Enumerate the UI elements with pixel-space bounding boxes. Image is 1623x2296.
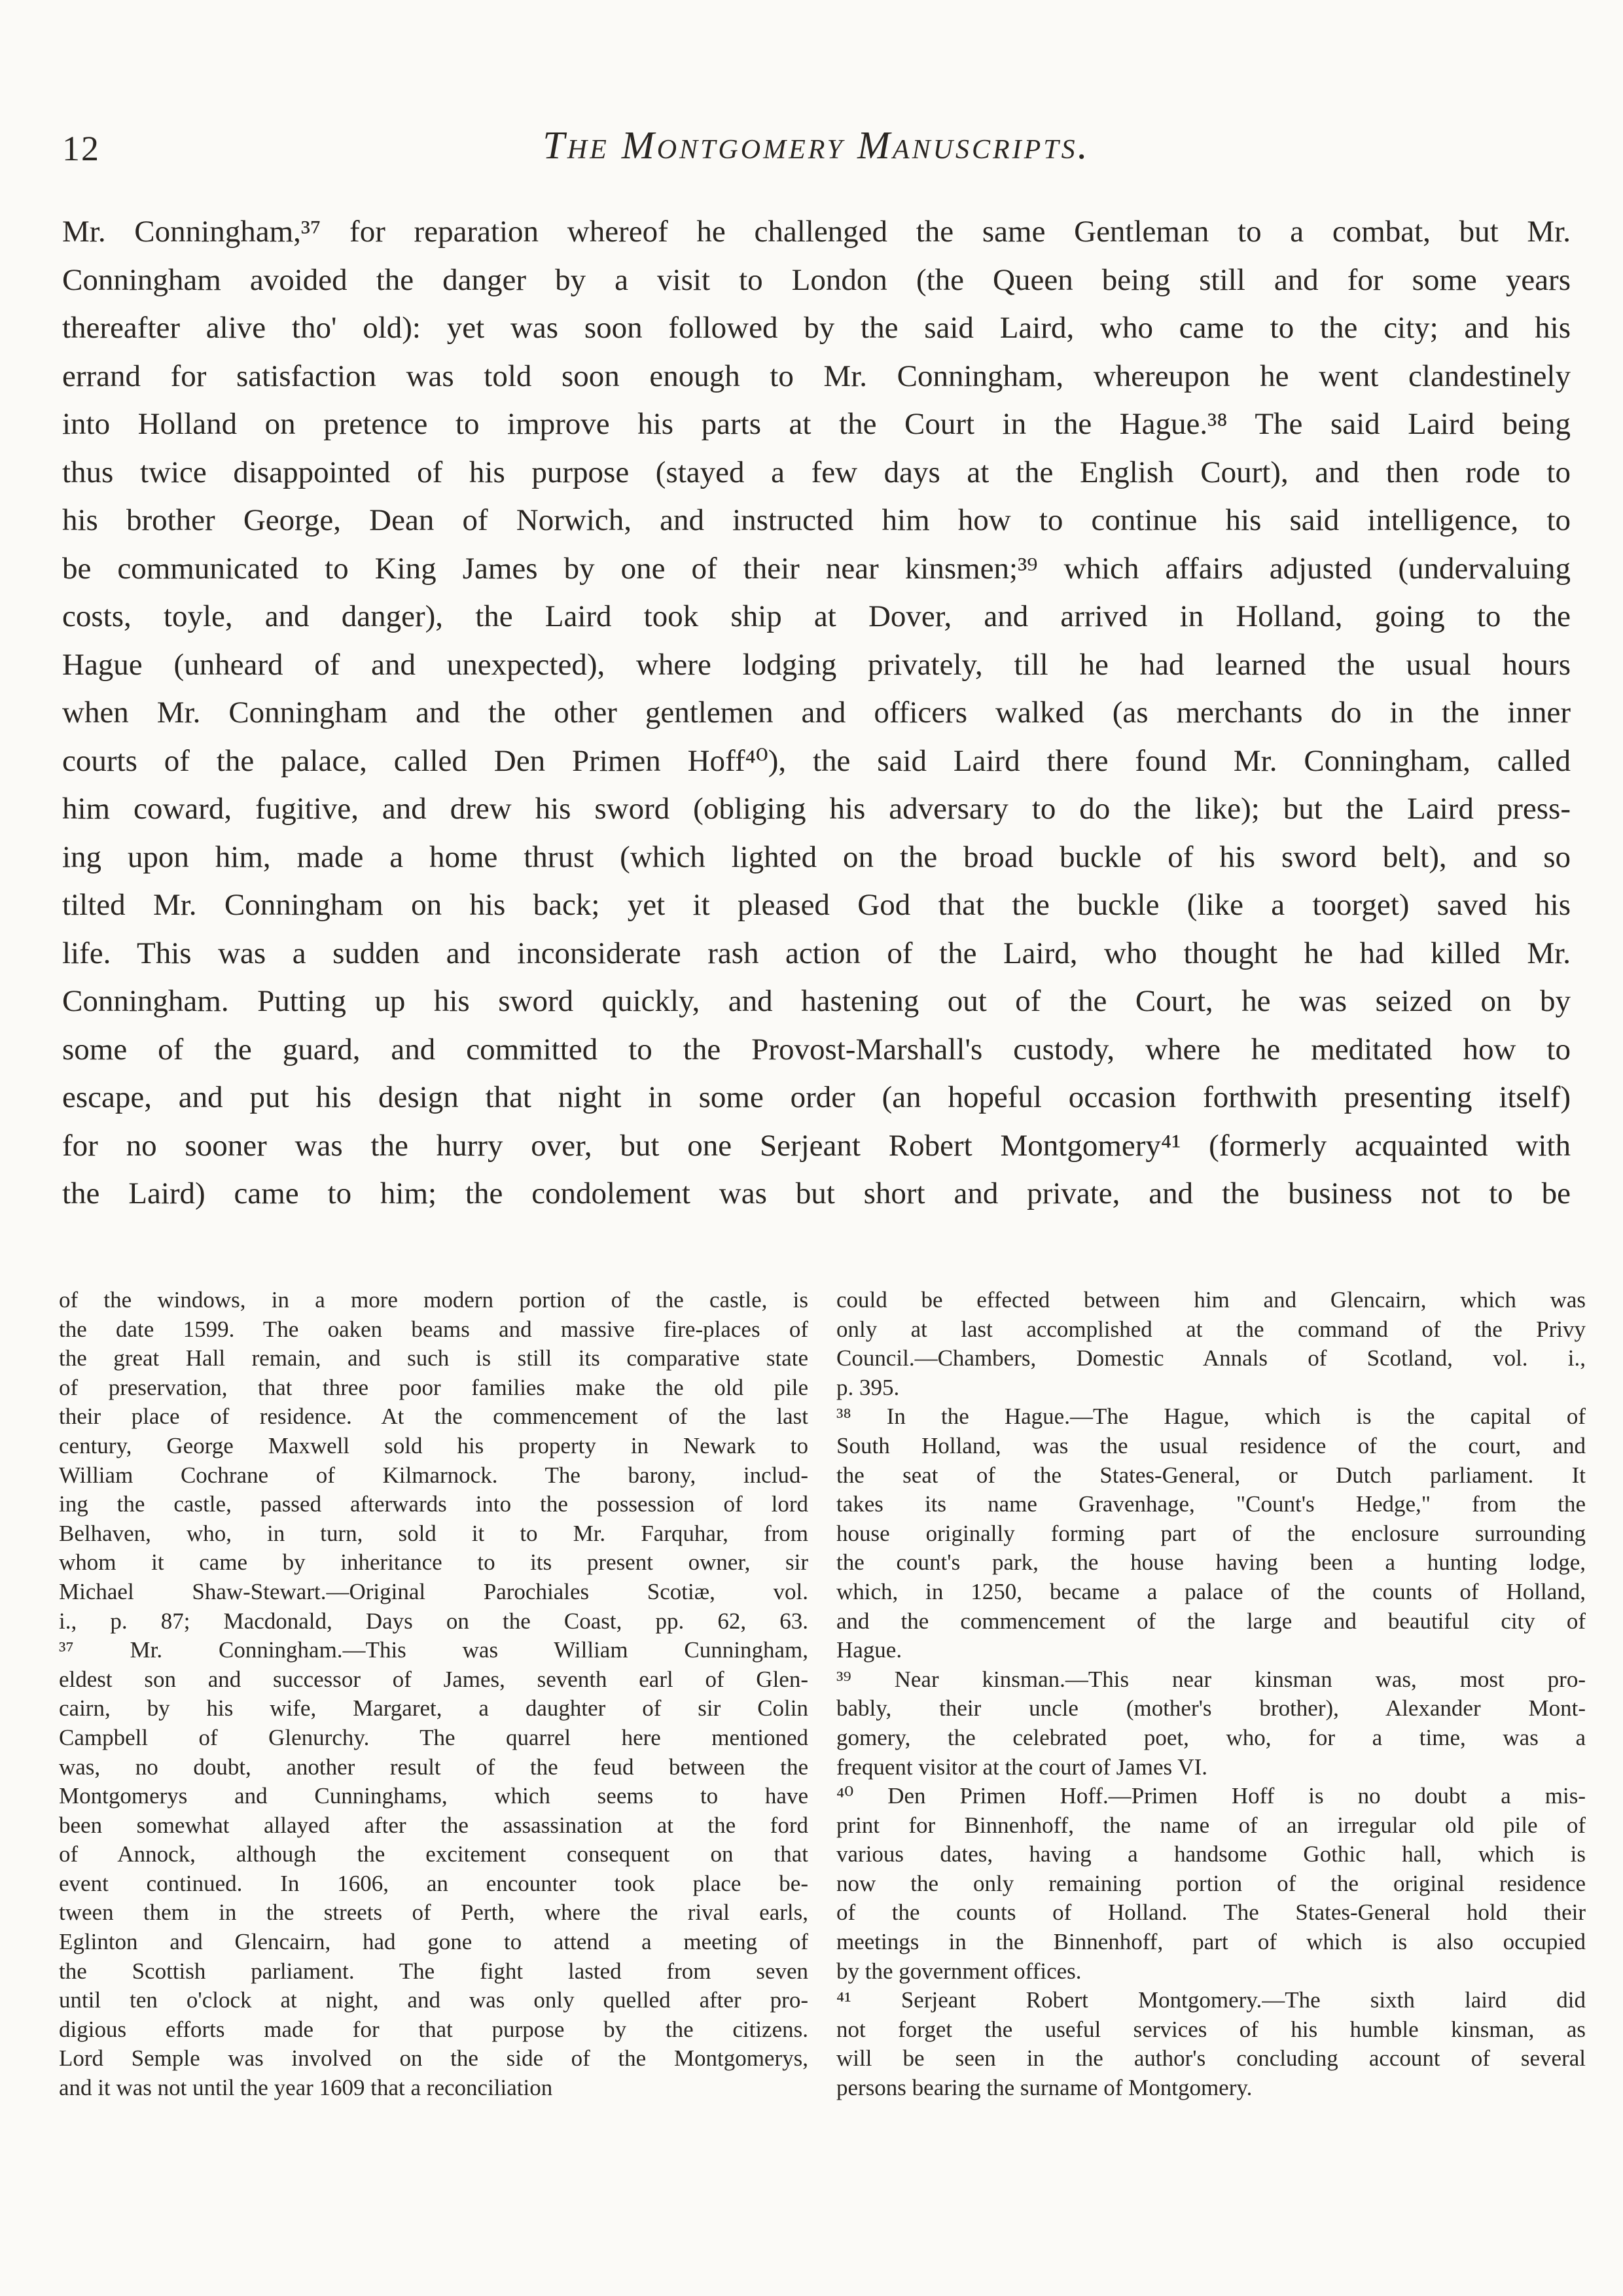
running-title: The Montgomery Manuscripts. xyxy=(543,124,1090,167)
page-number: 12 xyxy=(62,129,100,168)
main-text xyxy=(62,208,1571,1218)
footnote-line: William Cochrane of Kilmarnock. The barony, includ- xyxy=(59,1462,808,1488)
footnote-line: the seat of the States-General, or Dutch parliament. It xyxy=(836,1462,1586,1488)
text-line: when Mr. Conningham and the other gentlemen and officers walked (as merchants do in the inner xyxy=(62,696,1571,730)
text-line: be communicated to King James by one of their near kinsmen;³⁹ which affairs adjusted (undervaluing xyxy=(62,551,1571,586)
footnote-line: Council.—Chambers, Domestic Annals of Scotland, vol. i., xyxy=(836,1345,1586,1371)
footnote-line: ³⁸ In the Hague.—The Hague, which is the capital of xyxy=(836,1404,1586,1430)
footnote-line: bably, their uncle (mother's brother), Alexander Mont- xyxy=(836,1695,1586,1722)
page-header xyxy=(62,123,1571,182)
text-line: tilted Mr. Conningham on his back; yet it pleased God that the buckle (like a toorget) saved his xyxy=(62,888,1571,922)
text-line: escape, and put his design that night in some order (an hopeful occasion forthwith presenting itself) xyxy=(62,1080,1571,1114)
footnote-line: digious efforts made for that purpose by the citizens. xyxy=(59,2016,808,2042)
footnote-line: by the government offices. xyxy=(836,1958,1082,1984)
text-line: errand for satisfaction was told soon enough to Mr. Conningham, whereupon he went clandestinely xyxy=(62,359,1571,393)
text-line: ing upon him, made a home thrust (which lighted on the broad buckle of his sword belt), and so xyxy=(62,839,1571,874)
footnote-line: ³⁹ Near kinsman.—This near kinsman was, most pro- xyxy=(836,1666,1586,1692)
footnote-line: their place of residence. At the commencement of the last xyxy=(59,1404,808,1430)
footnote-line: been somewhat allayed after the assassination at the ford xyxy=(59,1812,808,1838)
footnote-line: frequent visitor at the court of James VI. xyxy=(836,1754,1207,1780)
footnote-line: Michael Shaw-Stewart.—Original Parochiales Scotiæ, vol. xyxy=(59,1578,808,1604)
footnote-line: the great Hall remain, and such is still its comparative state xyxy=(59,1345,808,1371)
footnote-line: which, in 1250, became a palace of the counts of Holland, xyxy=(836,1578,1586,1604)
footnote-line: was, no doubt, another result of the feud between the xyxy=(59,1754,808,1780)
footnote-line: Eglinton and Glencairn, had gone to attend a meeting of xyxy=(59,1929,808,1955)
footnote-line: Campbell of Glenurchy. The quarrel here mentioned xyxy=(59,1724,808,1750)
footnote-line: and the commencement of the large and beautiful city of xyxy=(836,1608,1586,1634)
text-line: him coward, fugitive, and drew his sword (obliging his adversary to do the like); but the Laird press- xyxy=(62,792,1571,826)
footnote-line: now the only remaining portion of the original residence xyxy=(836,1870,1586,1896)
footnotes-left-column xyxy=(59,1286,808,2103)
footnote-line: South Holland, was the usual residence of the court, and xyxy=(836,1432,1586,1458)
footnote-line: various dates, having a handsome Gothic hall, which is xyxy=(836,1841,1586,1867)
footnote-line: print for Binnenhoff, the name of an irregular old pile of xyxy=(836,1812,1586,1838)
footnote-line: eldest son and successor of James, seventh earl of Glen- xyxy=(59,1666,808,1692)
text-line: costs, toyle, and danger), the Laird took ship at Dover, and arrived in Holland, going to the xyxy=(62,599,1571,633)
footnote-line: of the counts of Holland. The States-General hold their xyxy=(836,1899,1586,1926)
text-line: Conningham avoided the danger by a visit to London (the Queen being still and for some years xyxy=(62,262,1571,297)
footnote-line: until ten o'clock at night, and was only quelled after pro- xyxy=(59,1987,808,2013)
footnote-line: meetings in the Binnenhoff, part of which is also occupied xyxy=(836,1929,1586,1955)
footnote-line: whom it came by inheritance to its present owner, sir xyxy=(59,1549,808,1576)
text-line: into Holland on pretence to improve his parts at the Court in the Hague.³⁸ The said Laird being xyxy=(62,407,1571,441)
footnote-line: ³⁷ Mr. Conningham.—This was William Cunningham, xyxy=(59,1637,808,1663)
footnote-line: event continued. In 1606, an encounter took place be- xyxy=(59,1870,808,1896)
footnote-line: cairn, by his wife, Margaret, a daughter of sir Colin xyxy=(59,1695,808,1722)
footnote-line: takes its name Gravenhage, "Count's Hedge," from the xyxy=(836,1491,1586,1517)
footnote-line: Montgomerys and Cunninghams, which seems to have xyxy=(59,1783,808,1809)
text-line: Mr. Conningham,³⁷ for reparation whereof he challenged the same Gentleman to a combat, but Mr. xyxy=(62,215,1571,249)
footnote-line: p. 395. xyxy=(836,1374,900,1400)
footnote-line: the date 1599. The oaken beams and massive fire-places of xyxy=(59,1316,808,1342)
footnote-line: of Annock, although the excitement consequent on that xyxy=(59,1841,808,1867)
footnote-line: tween them in the streets of Perth, where the rival earls, xyxy=(59,1899,808,1926)
text-line: thus twice disappointed of his purpose (stayed a few days at the English Court), and then rode to xyxy=(62,455,1571,489)
footnote-line: and it was not until the year 1609 that a reconciliation xyxy=(59,2075,553,2101)
footnote-line: only at last accomplished at the command of the Privy xyxy=(836,1316,1586,1342)
text-line: Hague (unheard of and unexpected), where lodging privately, till he had learned the usual hours xyxy=(62,647,1571,682)
footnote-line: will be seen in the author's concluding account of several xyxy=(836,2045,1586,2072)
footnote-line: persons bearing the surname of Montgomery. xyxy=(836,2075,1253,2101)
footnote-line: century, George Maxwell sold his property in Newark to xyxy=(59,1432,808,1458)
text-line: life. This was a sudden and inconsiderate rash action of the Laird, who thought he had killed Mr. xyxy=(62,936,1571,970)
text-line: Conningham. Putting up his sword quickly, and hastening out of the Court, he was seized on by xyxy=(62,984,1571,1018)
footnote-line: of the windows, in a more modern portion of the castle, is xyxy=(59,1287,808,1313)
text-line: some of the guard, and committed to the Provost-Marshall's custody, where he meditated how to xyxy=(62,1032,1571,1067)
text-line: the Laird) came to him; the condolement was but short and private, and the business not to be xyxy=(62,1176,1571,1210)
text-line: for no sooner was the hurry over, but one Serjeant Robert Montgomery⁴¹ (formerly acquainted with xyxy=(62,1128,1571,1163)
text-line: thereafter alive tho' old): yet was soon followed by the said Laird, who came to the city; and his xyxy=(62,311,1571,345)
footnote-line: house originally forming part of the enclosure surrounding xyxy=(836,1520,1586,1546)
footnote-line: ⁴⁰ Den Primen Hoff.—Primen Hoff is no doubt a mis- xyxy=(836,1783,1586,1809)
footnote-line: i., p. 87; Macdonald, Days on the Coast, pp. 62, 63. xyxy=(59,1608,808,1634)
text-line: his brother George, Dean of Norwich, and instructed him how to continue his said intelligence, to xyxy=(62,503,1571,537)
footnote-line: could be effected between him and Glencairn, which was xyxy=(836,1287,1586,1313)
footnote-line: not forget the useful services of his humble kinsman, as xyxy=(836,2016,1586,2042)
footnote-line: ing the castle, passed afterwards into the possession of lord xyxy=(59,1491,808,1517)
footnote-line: Belhaven, who, in turn, sold it to Mr. Farquhar, from xyxy=(59,1520,808,1546)
footnote-line: the Scottish parliament. The fight lasted from seven xyxy=(59,1958,808,1984)
footnote-line: Hague. xyxy=(836,1637,902,1663)
text-line: courts of the palace, called Den Primen Hoff⁴⁰), the said Laird there found Mr. Conningham, called xyxy=(62,743,1571,778)
footnote-line: of preservation, that three poor families make the old pile xyxy=(59,1374,808,1400)
footnotes-right-column xyxy=(836,1286,1586,2103)
footnote-line: ⁴¹ Serjeant Robert Montgomery.—The sixth laird did xyxy=(836,1987,1586,2013)
footnote-line: the count's park, the house having been a hunting lodge, xyxy=(836,1549,1586,1576)
footnote-line: Lord Semple was involved on the side of the Montgomerys, xyxy=(59,2045,808,2072)
footnote-line: gomery, the celebrated poet, who, for a time, was a xyxy=(836,1724,1586,1750)
